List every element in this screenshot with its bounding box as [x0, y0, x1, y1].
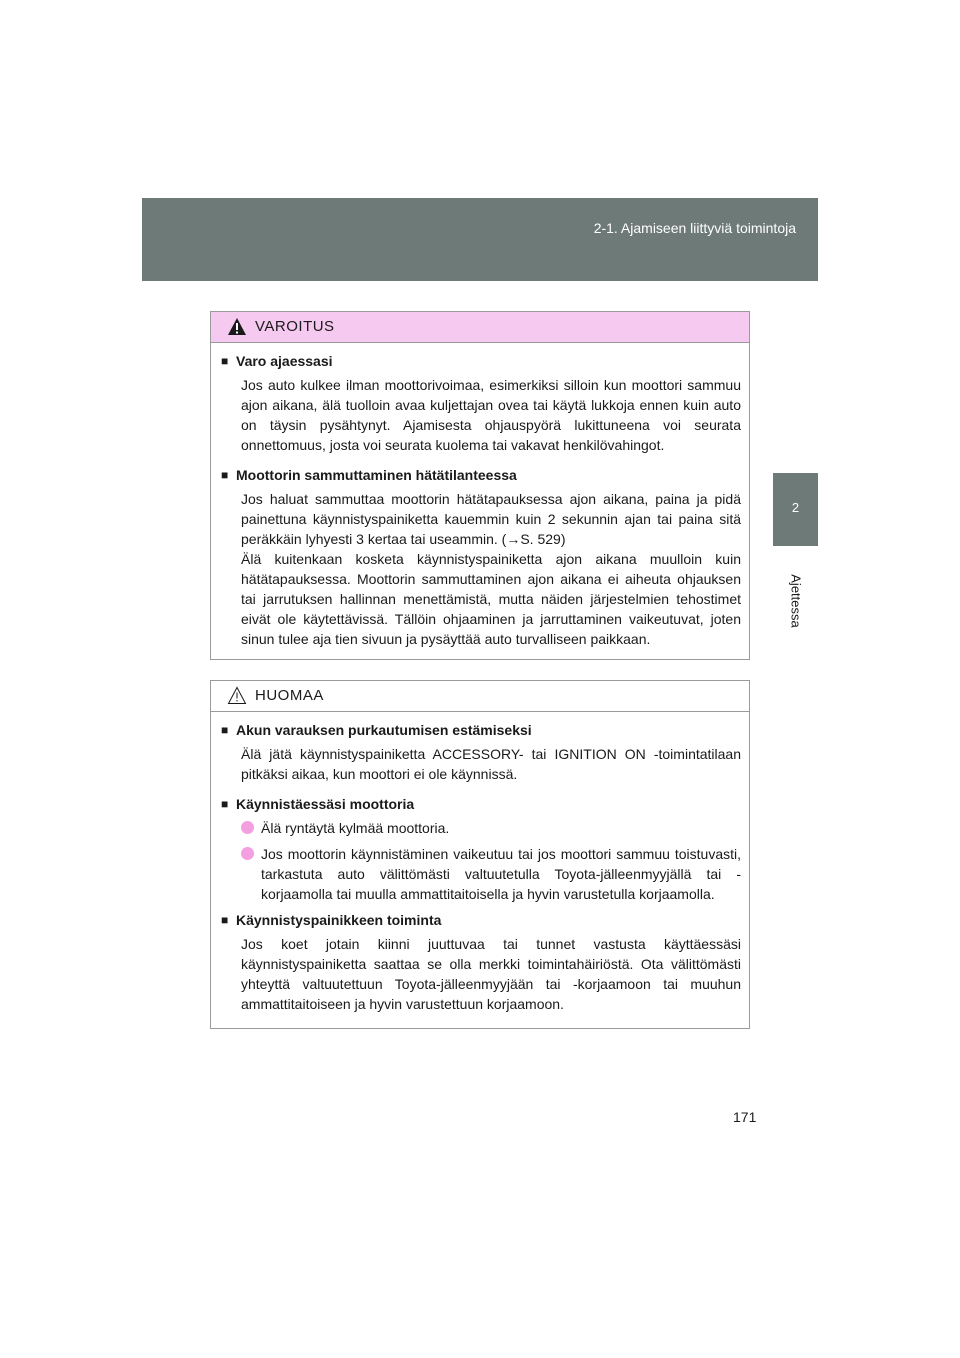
chapter-title: 2-1. Ajamiseen liittyviä toimintoja [593, 220, 796, 236]
square-bullet-icon: ■ [221, 354, 229, 368]
notice-section-title-text: Käynnistäessäsi moottoria [236, 796, 415, 812]
side-tab-number-text: 2 [791, 500, 800, 515]
notice-paragraph: Jos koet jotain kiinni juuttuvaa tai tunnet vastusta käyttäessäsi käynnistyspainiketta saattaa se olla merkki toimintahäiriöstä. Ota välittömästi yhteyttä valtuutettuun Toyota-jälleenmyyjään tai -korjaamoon tai muuhun ammattitaitoiseen ja hyvin varustettuun korjaamoon. [241, 936, 741, 1012]
notice-section-title-text: Akun varauksen purkautumisen estämiseksi [236, 722, 532, 738]
warning-section-title-text: Moottorin sammuttaminen hätätilanteessa [236, 467, 517, 483]
warning-heading: VAROITUS [255, 318, 335, 335]
warning-paragraph: Älä kuitenkaan kosketa käynnistyspainiketta ajon aikana muulloin kuin hätätapauksessa. Moottorin sammuttaminen ajon aikana ei aiheuta ohjauksen tai jarrutuksen hallinnan menettämistä, mutta näiden järjestelmien tehostimet eivät ole käytettävissä. Tällöin ohjaaminen ja jarruttaminen vaikeutuvat, joten sinun tulee aja tien sivuun ja pysäyttää auto turvalliseen paikkaan. [241, 551, 741, 647]
notice-heading: HUOMAA [255, 687, 324, 704]
warning-triangle-icon [227, 317, 247, 336]
chapter-header [142, 198, 818, 281]
caution-triangle-icon [227, 686, 247, 705]
square-bullet-icon: ■ [221, 468, 229, 482]
warning-box [210, 311, 750, 660]
list-item [241, 818, 741, 838]
list-item-text: Älä ryntäytä kylmää moottoria. [261, 820, 450, 836]
side-tab-label [773, 546, 818, 656]
warning-paragraph: Jos auto kulkee ilman moottorivoimaa, esimerkiksi silloin kun moottori sammuu ajon aikana, älä tuolloin avaa kuljettajan ovea tai käytä lukkoja ennen kuin auto on täysin pysähtynyt. Ajamisesta ohjauspyörä lukittuneena voi seurata onnettomuus, josta voi seurata kuolema tai vakavat henkilövahingot. [241, 377, 741, 453]
notice-section-title-text: Käynnistyspainikkeen toiminta [236, 912, 442, 928]
warning-section-title [221, 465, 741, 485]
warning-paragraph: Jos haluat sammuttaa moottorin hätätapauksessa ajon aikana, paina ja pidä painettuna käynnistyspainiketta kauemmin kuin 2 sekunnin ajan tai paina sitä peräkkäin lyhyesti 3 kertaa tai useammin. (→S. 529) [241, 491, 741, 547]
list-item-text: Jos moottorin käynnistäminen vaikeutuu tai jos moottori sammuu toistuvasti, tarkastuta auto välittömästi valtuutetulla Toyota-jälleenmyyjällä tai -korjaamolla tai muulla ammattitaitoisella ja hyvin varustetulla korjaamolla. [261, 846, 741, 902]
warning-box-header [211, 312, 749, 343]
notice-section-title [221, 720, 741, 740]
notice-section-title [221, 794, 741, 814]
list-item [241, 844, 741, 904]
warning-section-title-text: Varo ajaessasi [236, 353, 333, 369]
round-bullet-icon [241, 821, 254, 834]
side-tab-number [773, 473, 818, 546]
square-bullet-icon: ■ [221, 913, 229, 927]
side-tab-label-text: Ajettessa [788, 574, 803, 628]
round-bullet-icon [241, 847, 254, 860]
notice-box-header [211, 681, 749, 712]
notice-section-title [221, 910, 741, 930]
page-number: 171 [733, 1109, 757, 1125]
square-bullet-icon: ■ [221, 723, 229, 737]
notice-box [210, 680, 750, 1029]
warning-section-title [221, 351, 741, 371]
notice-paragraph: Älä jätä käynnistyspainiketta ACCESSORY- tai IGNITION ON -toimintatilaan pitkäksi aikaa, kun moottori ei ole käynnissä. [241, 746, 741, 782]
square-bullet-icon: ■ [221, 797, 229, 811]
